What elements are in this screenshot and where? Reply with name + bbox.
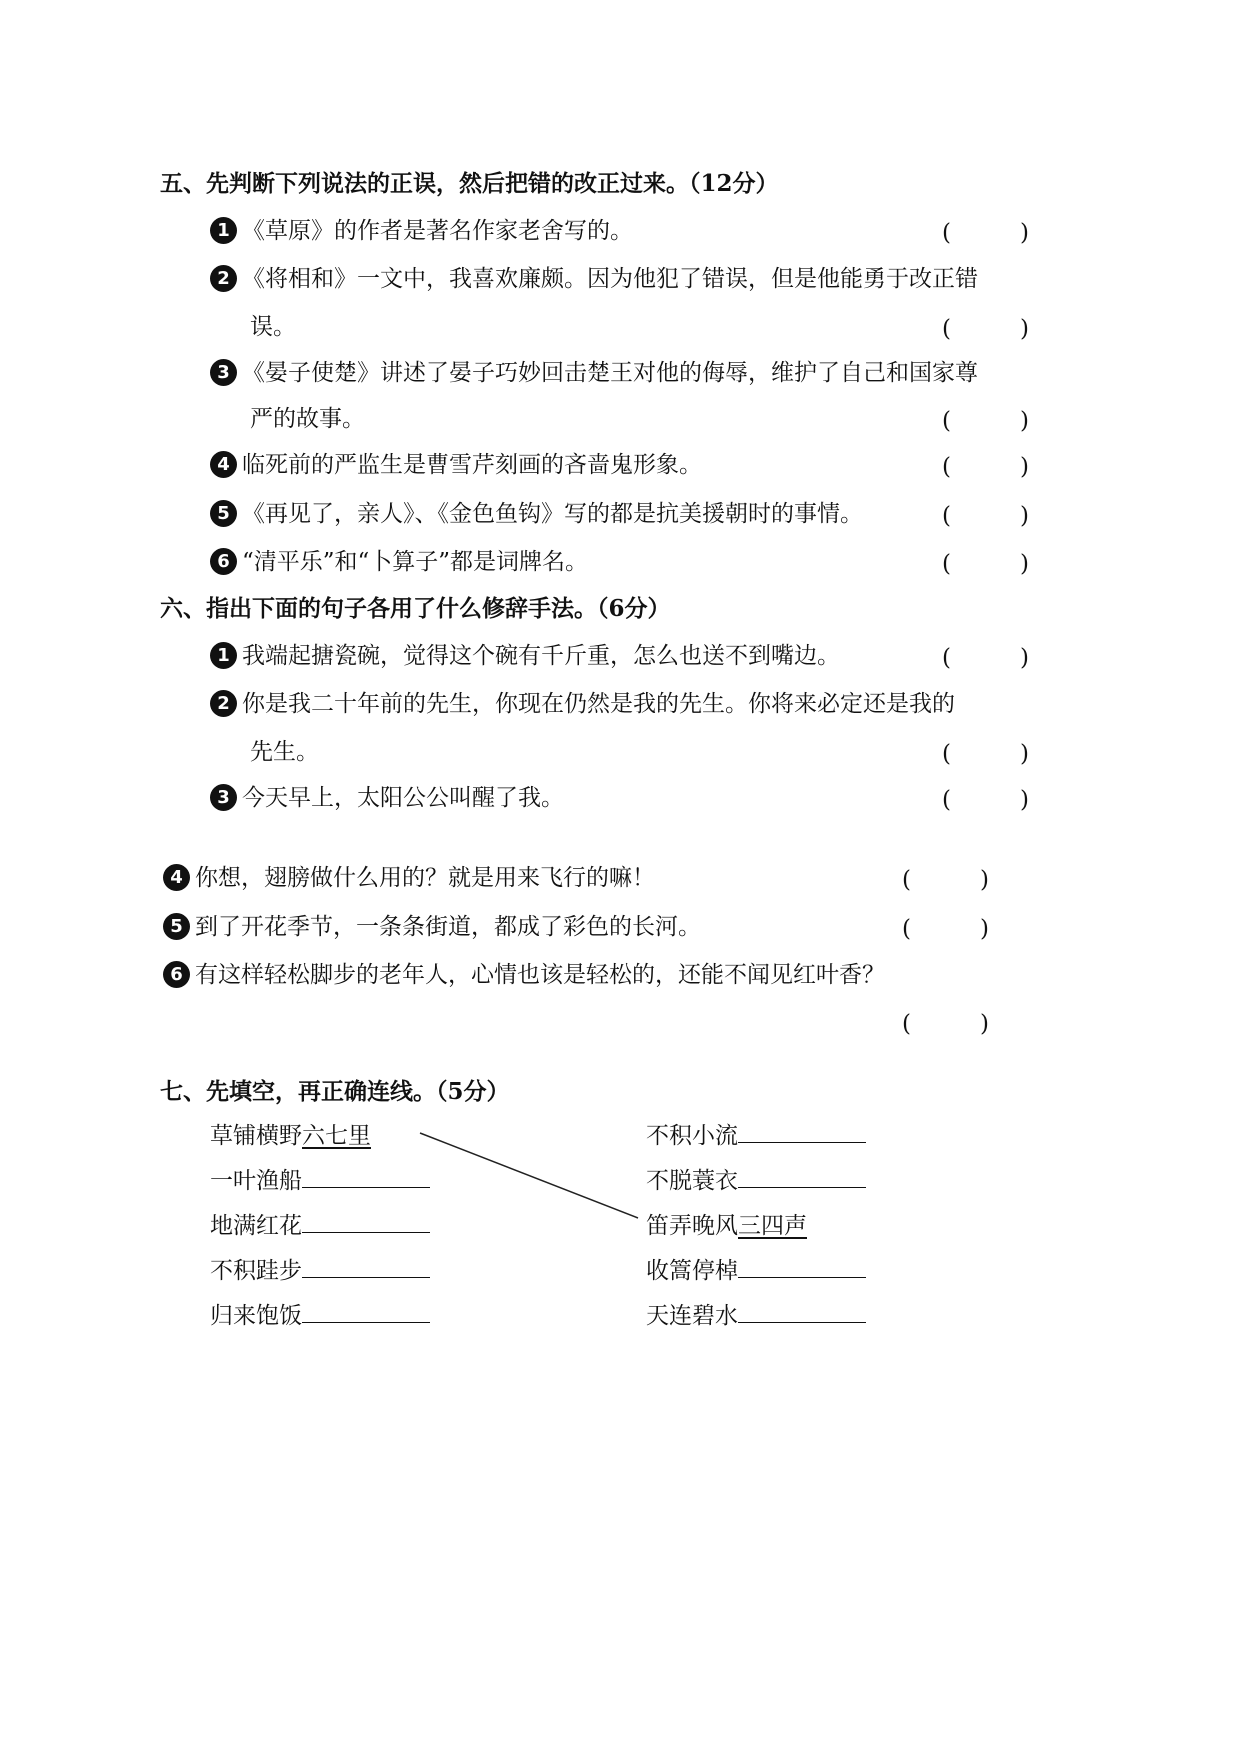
s5-answer-6[interactable]: ( ) [942, 551, 1029, 577]
s6-answer-5[interactable]: ( ) [902, 916, 989, 942]
s6-item-2-text: 你是我二十年前的先生，你现在仍然是我的先生。你将来必定还是我的 [242, 691, 955, 717]
s5-item-6-text: “清平乐”和“卜算子”都是词牌名。 [242, 549, 589, 575]
s7-left-2-text: 一叶渔船 [210, 1168, 302, 1194]
s5-item-1-text: 《草原》的作者是著名作家老舍写的。 [242, 218, 633, 244]
s6-answer-6[interactable]: ( ) [902, 1011, 989, 1037]
s6-item-2-cont: 先生。 [250, 739, 319, 765]
s5-answer-1[interactable]: ( ) [942, 220, 1029, 246]
s5-item-3-cont: 严的故事。 [250, 406, 365, 432]
s5-answer-4[interactable]: ( ) [942, 454, 1029, 480]
s5-item-5-text: 《再见了，亲人》、《金色鱼钩》写的都是抗美援朝时的事情。 [242, 501, 863, 527]
s5-item-4-text: 临死前的严监生是曹雪芹刻画的吝啬鬼形象。 [242, 452, 702, 478]
s5-item-6-number: 6 [210, 548, 237, 575]
s7-left-3-text: 地满红花 [210, 1213, 302, 1239]
s6-answer-3[interactable]: ( ) [942, 787, 1029, 813]
s6-item-1-number: 1 [210, 642, 237, 669]
section-6-title: 六、指出下面的句子各用了什么修辞手法。（6分） [160, 595, 671, 622]
s7-right-3-fill[interactable]: 三四声 [738, 1213, 807, 1239]
s6-item-2-number: 2 [210, 690, 237, 717]
s6-item-5-text: 到了开花季节，一条条街道，都成了彩色的长河。 [195, 914, 701, 940]
s6-item-4-text: 你想，翅膀做什么用的？就是用来飞行的嘛！ [195, 865, 655, 891]
s5-item-2-number: 2 [210, 265, 237, 292]
s6-item-6-text: 有这样轻松脚步的老年人，心情也该是轻松的，还能不闻见红叶香？ [195, 962, 885, 988]
s5-answer-2[interactable]: ( ) [942, 316, 1029, 342]
s5-item-3-number: 3 [210, 359, 237, 386]
s6-item-1-text: 我端起搪瓷碗，觉得这个碗有千斤重，怎么也送不到嘴边。 [242, 643, 840, 669]
s6-answer-1[interactable]: ( ) [942, 645, 1029, 671]
s6-answer-2[interactable]: ( ) [942, 741, 1029, 767]
s7-left-5-text: 归来饱饭 [210, 1303, 302, 1329]
section-7-title: 七、先填空，再正确连线。（5分） [160, 1078, 510, 1105]
s7-right-2-text: 不脱蓑衣 [646, 1168, 738, 1194]
s7-right-1-text: 不积小流 [646, 1123, 738, 1149]
s5-item-2-cont: 误。 [250, 314, 296, 340]
s7-right-3-text: 笛弄晚风 [646, 1213, 738, 1239]
s7-left-4-text: 不积跬步 [210, 1258, 302, 1284]
s6-item-3-text: 今天早上，太阳公公叫醒了我。 [242, 785, 564, 811]
s6-item-5-number: 5 [163, 913, 190, 940]
section-5-title: 五、先判断下列说法的正误，然后把错的改正过来。（12分） [160, 170, 779, 197]
s6-item-3-number: 3 [210, 784, 237, 811]
s5-item-3-text: 《晏子使楚》讲述了晏子巧妙回击楚王对他的侮辱，维护了自己和国家尊 [242, 360, 978, 386]
s5-item-4-number: 4 [210, 451, 237, 478]
s7-left-1-text: 草铺横野 [210, 1123, 302, 1149]
s5-answer-3[interactable]: ( ) [942, 408, 1029, 434]
s7-right-5-text: 天连碧水 [646, 1303, 738, 1329]
s5-item-5-number: 5 [210, 500, 237, 527]
match-line-1 [420, 1133, 638, 1218]
s5-item-1-number: 1 [210, 217, 237, 244]
s5-item-2-text: 《将相和》一文中，我喜欢廉颇。因为他犯了错误，但是他能勇于改正错 [242, 266, 978, 292]
s7-right-4-text: 收篙停棹 [646, 1258, 738, 1284]
s6-answer-4[interactable]: ( ) [902, 867, 989, 893]
s7-left-1-fill[interactable]: 六七里 [302, 1123, 371, 1149]
s6-item-4-number: 4 [163, 864, 190, 891]
s5-answer-5[interactable]: ( ) [942, 503, 1029, 529]
s6-item-6-number: 6 [163, 961, 190, 988]
